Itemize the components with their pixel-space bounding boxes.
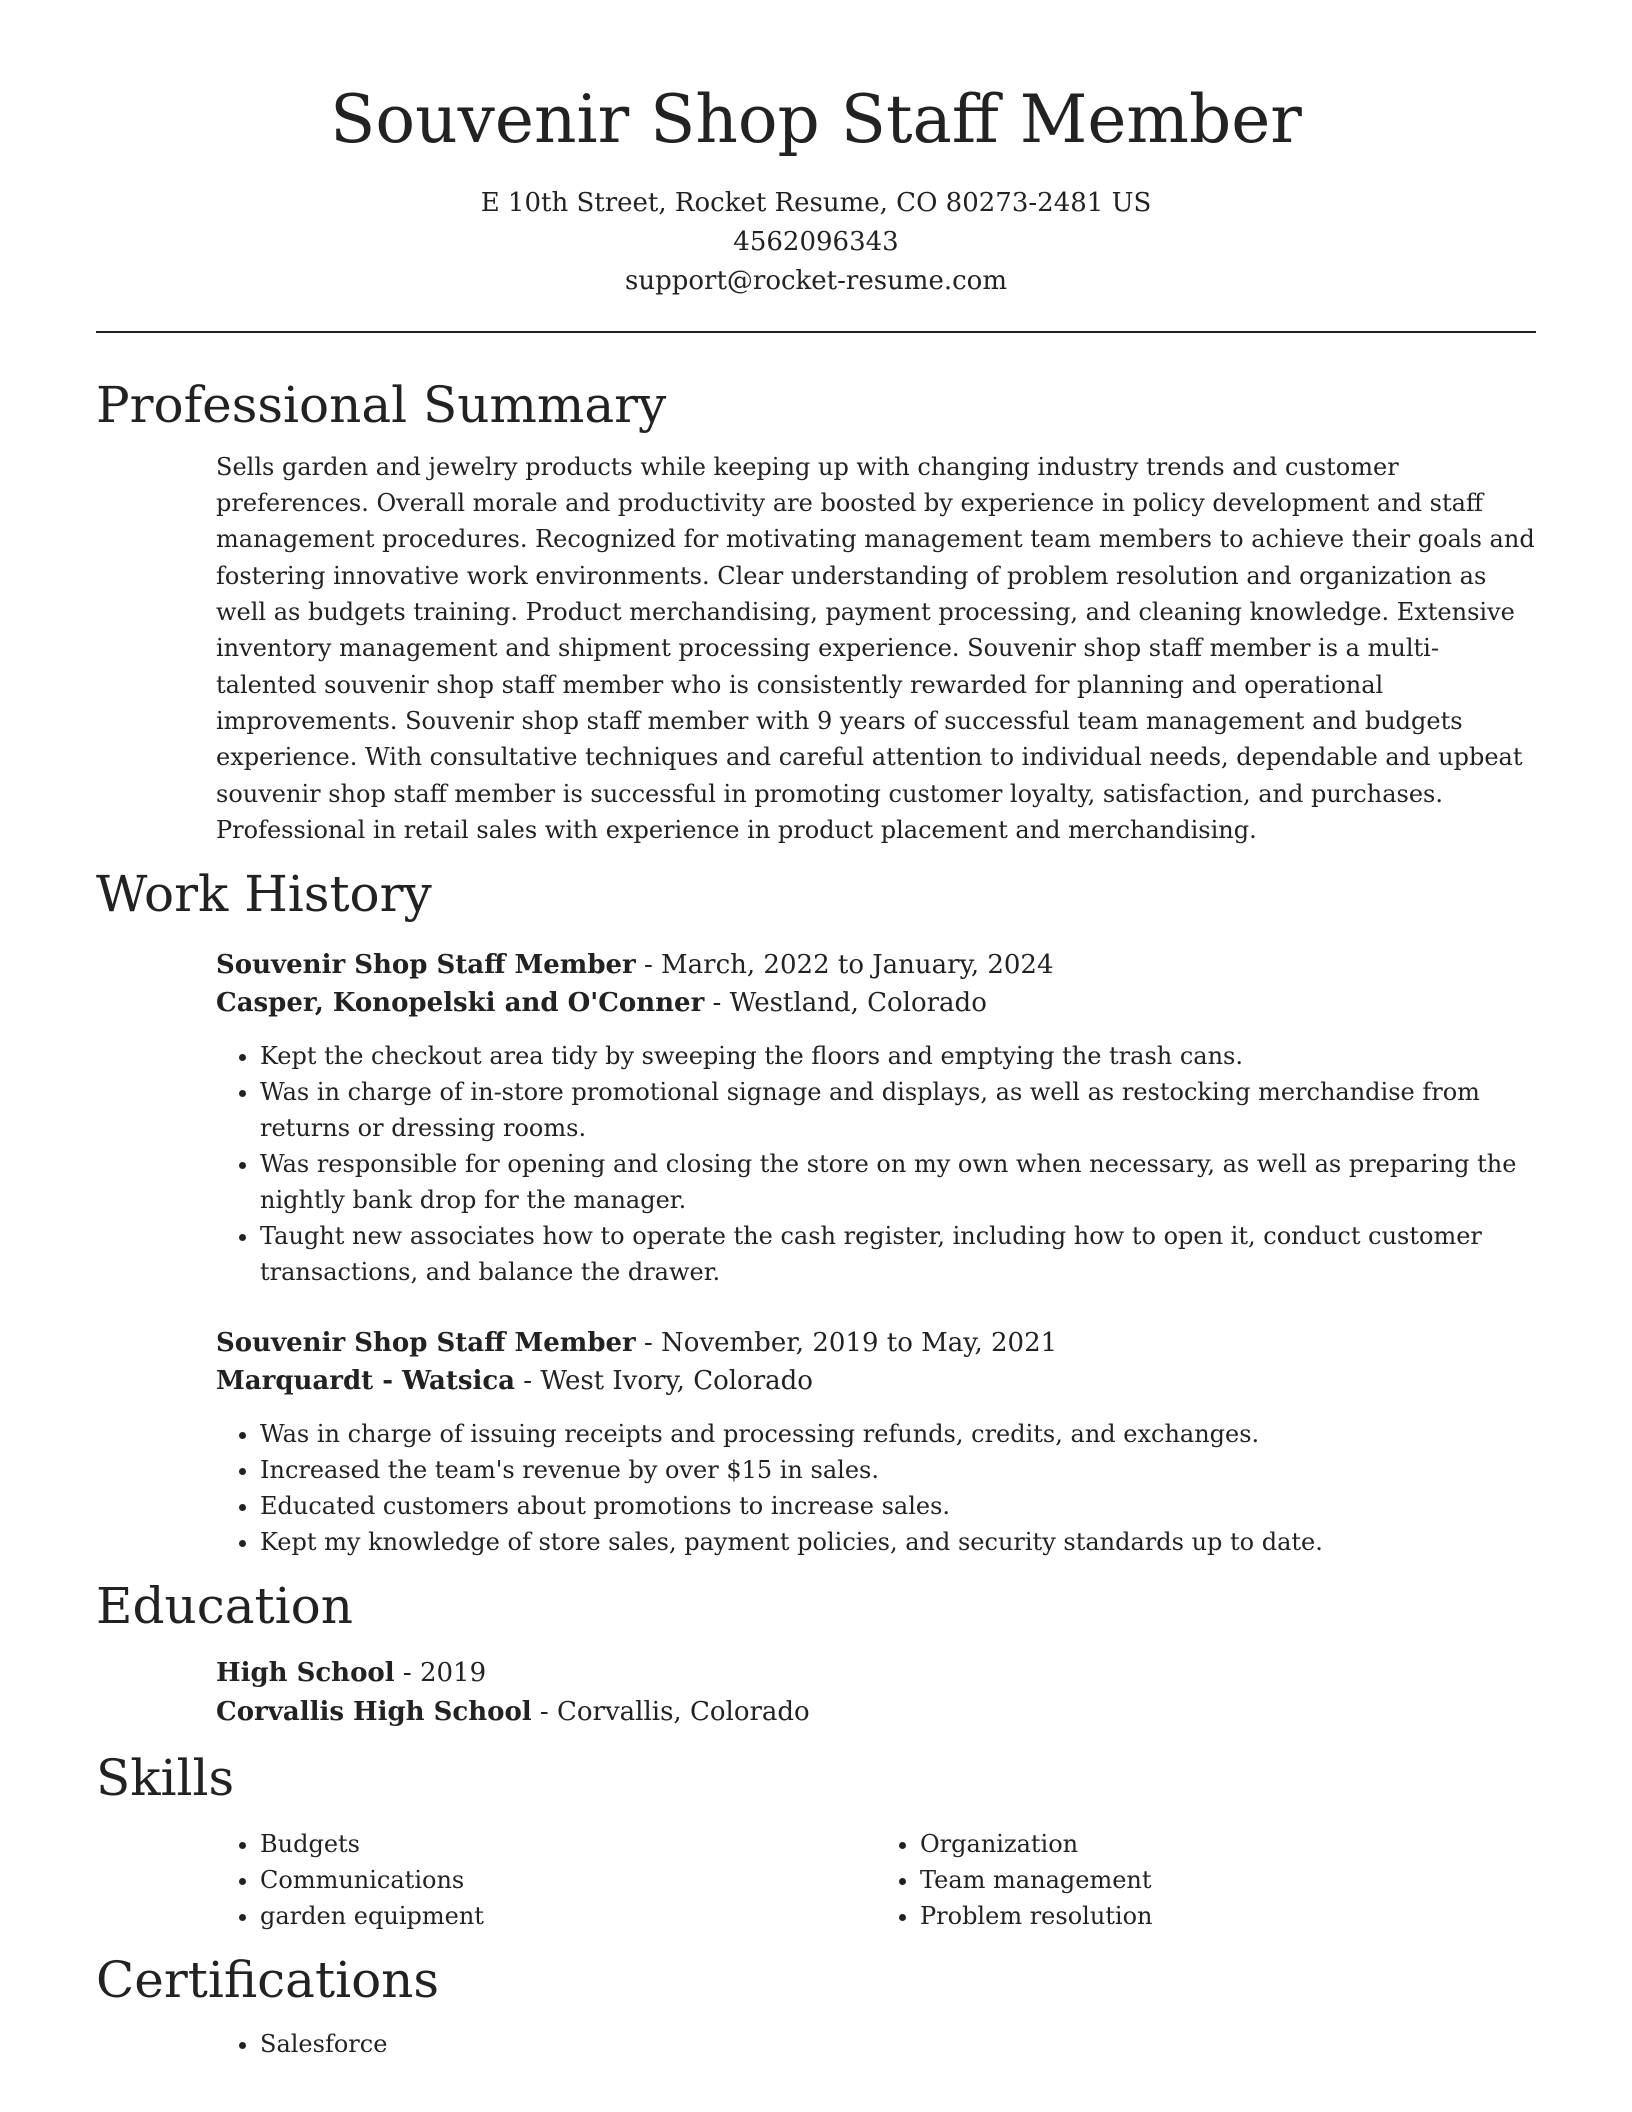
education-degree: High School bbox=[216, 1658, 395, 1689]
skills-column-right bbox=[876, 1826, 1536, 1934]
job-bullet: • Kept the checkout area tidy by sweeping the floors and emptying the trash cans. bbox=[260, 1038, 1536, 1074]
job-title-line bbox=[216, 1324, 1536, 1362]
skill-item: • garden equipment bbox=[260, 1898, 876, 1934]
summary-heading: Professional Summary bbox=[96, 375, 667, 434]
job-title: Souvenir Shop Staff Member bbox=[216, 950, 636, 981]
certification-item: • Salesforce bbox=[260, 2026, 1536, 2062]
job-bullet: • Educated customers about promotions to increase sales. bbox=[260, 1488, 1536, 1524]
job-dates: - March, 2022 to January, 2024 bbox=[635, 950, 1054, 981]
work-history-section bbox=[96, 864, 1536, 1560]
summary-text: Sells garden and jewelry products while keeping up with changing industry trends and customer preferences. Overall morale and productivity are boosted by experience in policy development and staff management procedures. Recognized for motivating management team members to achieve their goals and fostering innovative work environments. Clear understanding of problem resolution and organization as well as budgets training. Product merchandising, payment processing, and cleaning knowledge. Extensive inventory management and shipment processing experience. Souvenir shop staff member is a multi-talented souvenir shop staff member who is consistently rewarded for planning and operational improvements. Souvenir shop staff member with 9 years of successful team management and budgets experience. With consultative techniques and careful attention to individual needs, dependable and upbeat souvenir shop staff member is successful in promoting customer loyalty, satisfaction, and purchases. Professional in retail sales with experience in product placement and merchandising. bbox=[216, 452, 1535, 844]
skills-heading: Skills bbox=[96, 1749, 235, 1808]
resume-header bbox=[96, 0, 1536, 301]
job-bullet: • Kept my knowledge of store sales, payment policies, and security standards up to date. bbox=[260, 1524, 1536, 1560]
job-title: Souvenir Shop Staff Member bbox=[216, 1328, 636, 1359]
job-employer-line bbox=[216, 984, 1536, 1022]
education-section bbox=[96, 1576, 1536, 1732]
job-bullets bbox=[216, 1038, 1536, 1290]
skills-section bbox=[96, 1748, 1536, 1934]
certifications-section bbox=[96, 1950, 1536, 2062]
education-heading: Education bbox=[96, 1577, 353, 1636]
education-year: - 2019 bbox=[394, 1658, 487, 1689]
job-bullet: • Was in charge of in-store promotional signage and displays, as well as restocking merchandise from returns or dressing rooms. bbox=[260, 1074, 1536, 1146]
education-school: Corvallis High School bbox=[216, 1697, 532, 1728]
job-bullet: • Taught new associates how to operate the cash register, including how to open it, conduct customer transactions, and balance the drawer. bbox=[260, 1218, 1536, 1290]
work-history-heading: Work History bbox=[96, 865, 432, 924]
skill-item: • Organization bbox=[920, 1826, 1536, 1862]
contact-email: support@rocket-resume.com bbox=[624, 265, 1007, 296]
job-entry bbox=[216, 946, 1536, 1290]
job-location: - Westland, Colorado bbox=[704, 988, 987, 1019]
contact-block bbox=[96, 184, 1536, 301]
job-bullet: • Increased the team's revenue by over $15 in sales. bbox=[260, 1452, 1536, 1488]
contact-address: E 10th Street, Rocket Resume, CO 80273-2481 US bbox=[480, 187, 1152, 218]
header-divider bbox=[96, 331, 1536, 333]
job-location: - West Ivory, Colorado bbox=[515, 1366, 813, 1397]
education-degree-line bbox=[216, 1654, 1536, 1693]
skill-item: • Team management bbox=[920, 1862, 1536, 1898]
certifications-list bbox=[216, 2026, 1536, 2062]
job-employer-line bbox=[216, 1362, 1536, 1400]
job-bullet: • Was in charge of issuing receipts and processing refunds, credits, and exchanges. bbox=[260, 1416, 1536, 1452]
job-employer: Casper, Konopelski and O'Conner bbox=[216, 988, 705, 1019]
skills-grid bbox=[216, 1826, 1536, 1934]
candidate-name: Souvenir Shop Staff Member bbox=[330, 81, 1302, 158]
job-bullet: • Was responsible for opening and closing the store on my own when necessary, as well as preparing the nightly bank drop for the manager. bbox=[260, 1146, 1536, 1218]
education-school-line bbox=[216, 1693, 1536, 1732]
job-employer: Marquardt - Watsica bbox=[216, 1366, 516, 1397]
skill-item: • Problem resolution bbox=[920, 1898, 1536, 1934]
job-entry bbox=[216, 1324, 1536, 1560]
contact-phone: 4562096343 bbox=[733, 226, 899, 257]
summary-section bbox=[96, 375, 1536, 848]
certifications-heading: Certifications bbox=[96, 1951, 440, 2010]
education-location: - Corvallis, Colorado bbox=[531, 1697, 810, 1728]
job-title-line bbox=[216, 946, 1536, 984]
job-dates: - November, 2019 to May, 2021 bbox=[635, 1328, 1058, 1359]
skills-column-left bbox=[216, 1826, 876, 1934]
skill-item: • Communications bbox=[260, 1862, 876, 1898]
job-bullets bbox=[216, 1416, 1536, 1560]
skill-item: • Budgets bbox=[260, 1826, 876, 1862]
